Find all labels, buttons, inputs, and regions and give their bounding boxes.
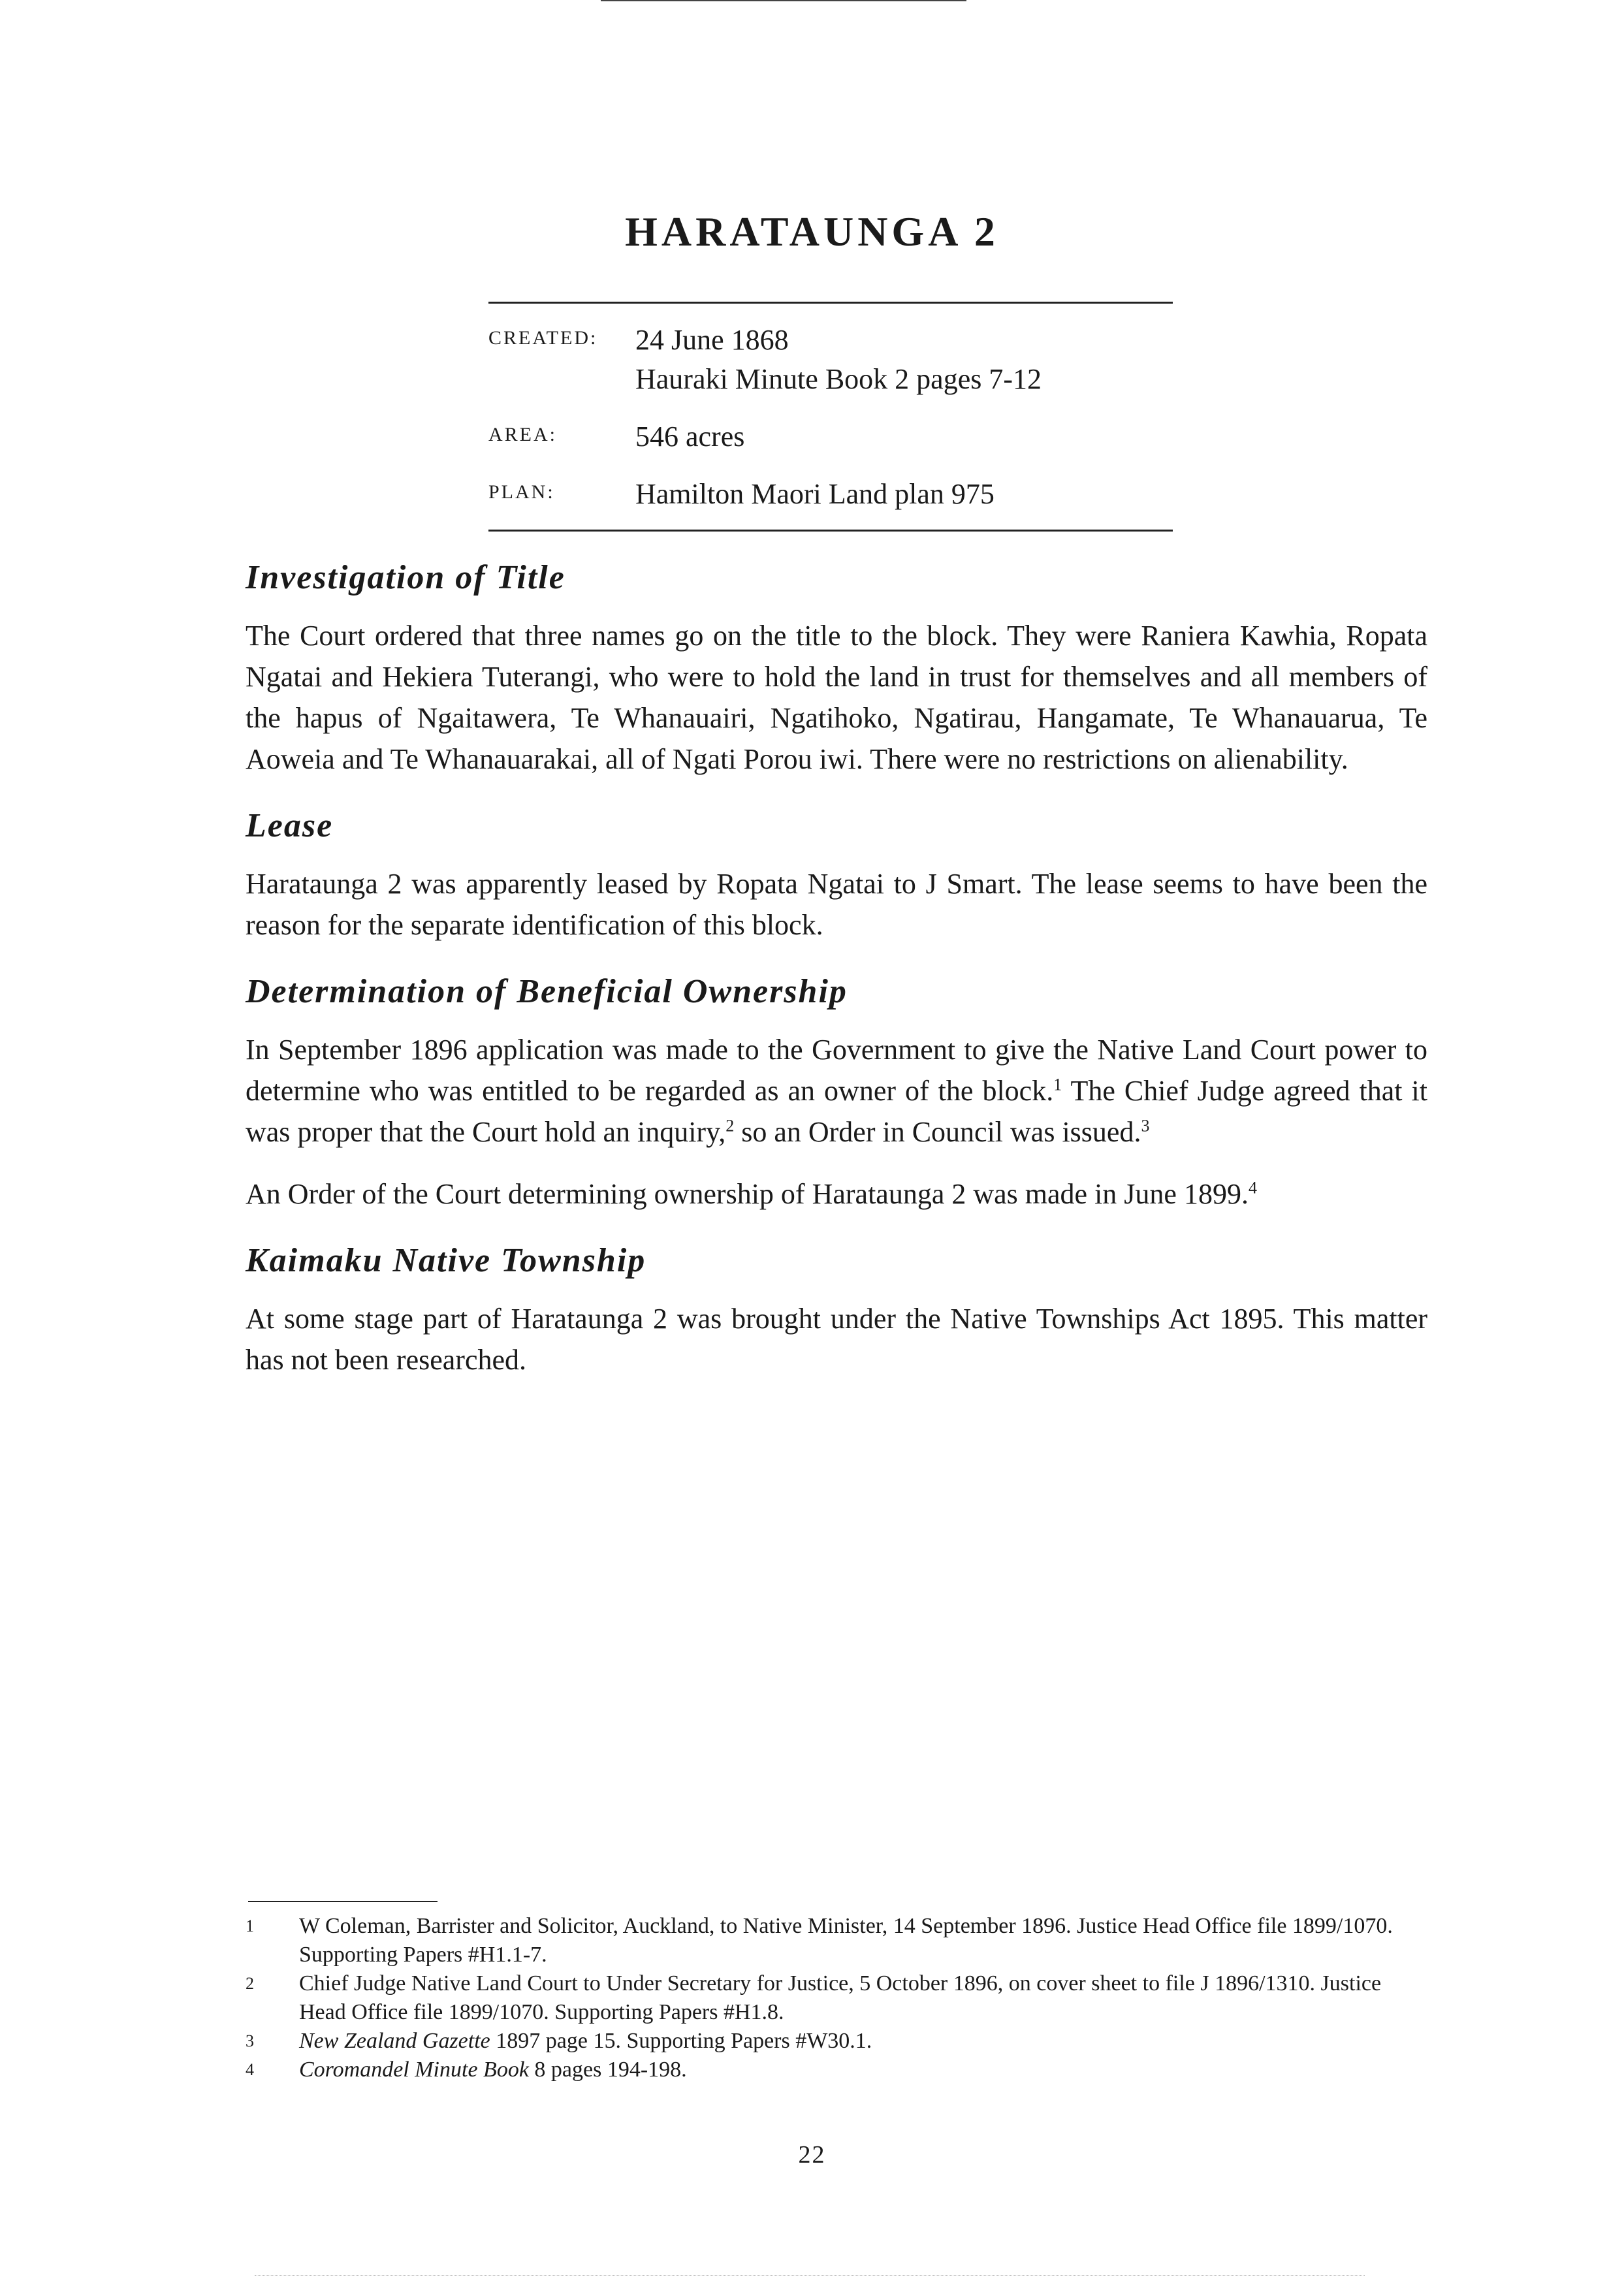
section-township bbox=[246, 1238, 1427, 1380]
area-values bbox=[635, 417, 1173, 456]
created-source: Hauraki Minute Book 2 pages 7-12 bbox=[635, 363, 1042, 395]
paragraph bbox=[246, 1029, 1427, 1153]
paragraph: The Court ordered that three names go on the title to the block. They were Raniera Kawhia, Ropata Ngatai and Hekiera Tuterangi, who were to hold the land in trust for themselves and all members of the hapus of Ngaitawera, Te Whanauairi, Ngatihoko, Ngatirau, Hangamate, Te Whanauarua, Te Aoweia and Te Whanauarakai, all of Ngati Porou iwi. There were no restrictions on alienability. bbox=[246, 620, 1427, 775]
footnote bbox=[246, 1912, 1427, 1969]
top-rule bbox=[601, 0, 966, 1]
publication-title: New Zealand Gazette bbox=[299, 2029, 490, 2053]
section-heading: Kaimaku Native Township bbox=[246, 1242, 646, 1279]
paragraph-text: so an Order in Council was issued. bbox=[734, 1116, 1141, 1148]
publication-title: Coromandel Minute Book bbox=[299, 2058, 529, 2082]
footnote-ref[interactable]: 1 bbox=[1053, 1075, 1062, 1094]
paragraph bbox=[246, 1173, 1427, 1215]
footnote-text bbox=[299, 2056, 1427, 2084]
footnote-ref[interactable]: 4 bbox=[1248, 1178, 1257, 1198]
footnote-number: 3 bbox=[246, 2031, 254, 2050]
paragraph: Harataunga 2 was apparently leased by Ropata Ngatai to J Smart. The lease seems to have been the reason for the separate identification of this block. bbox=[246, 868, 1427, 941]
created-values bbox=[635, 321, 1173, 399]
footnote-text bbox=[299, 2027, 1427, 2056]
footnote-detail: 1897 page 15. Supporting Papers #W30.1. bbox=[490, 2029, 872, 2053]
footnote-number: 4 bbox=[246, 2060, 254, 2079]
section-lease bbox=[246, 803, 1427, 946]
footnote bbox=[246, 1969, 1427, 2027]
footnote-rule bbox=[248, 1901, 438, 1902]
plan-row bbox=[488, 475, 1173, 514]
created-date: 24 June 1868 bbox=[635, 324, 789, 356]
plan-label: PLAN: bbox=[488, 481, 555, 503]
footnote-detail: 8 pages 194-198. bbox=[528, 2058, 687, 2082]
page-title: HARATAUNGA 2 bbox=[625, 208, 999, 255]
section-investigation bbox=[246, 555, 1427, 780]
footnote-text: Chief Judge Native Land Court to Under Secretary for Justice, 5 October 1896, on cover sheet to file J 1896/1310. Justice Head Office file 1899/1070. Supporting Papers #H1.8. bbox=[299, 1971, 1382, 2024]
footnote-number: 2 bbox=[246, 1974, 254, 1993]
created-label: CREATED: bbox=[488, 327, 598, 349]
footnote-ref[interactable]: 3 bbox=[1141, 1116, 1150, 1136]
footnotes bbox=[246, 1912, 1427, 2084]
footnote bbox=[246, 2027, 1427, 2056]
bottom-rule bbox=[255, 2275, 1365, 2276]
footnote-text: W Coleman, Barrister and Solicitor, Auckland, to Native Minister, 14 September 1896. Justice Head Office file 1899/1070. Supporting Papers #H1.1-7. bbox=[299, 1914, 1393, 1967]
section-ownership bbox=[246, 969, 1427, 1215]
footnote-ref[interactable]: 2 bbox=[725, 1116, 735, 1136]
paragraph: At some stage part of Harataunga 2 was brought under the Native Townships Act 1895. This matter has not been researched. bbox=[246, 1303, 1427, 1376]
area-row bbox=[488, 417, 1173, 456]
area-label: AREA: bbox=[488, 424, 557, 445]
footnote bbox=[246, 2056, 1427, 2084]
paragraph-text: The Chief Judge agreed that it was proper that the Court hold an inquiry, bbox=[246, 1075, 1427, 1148]
plan-values bbox=[635, 475, 1173, 514]
main-content bbox=[246, 555, 1427, 1404]
paragraph-text: An Order of the Court determining ownership of Harataunga 2 was made in June 1899. bbox=[246, 1178, 1249, 1210]
area-value: 546 acres bbox=[635, 421, 745, 453]
paragraph-text: In September 1896 application was made to the Government to give the Native Land Court power to determine who was entitled to be regarded as an owner of the block. bbox=[246, 1034, 1427, 1107]
page-number: 22 bbox=[798, 2141, 826, 2169]
section-heading: Determination of Beneficial Ownership bbox=[246, 973, 848, 1010]
plan-value: Hamilton Maori Land plan 975 bbox=[635, 478, 995, 510]
block-details-table bbox=[488, 302, 1173, 532]
section-heading: Lease bbox=[246, 807, 334, 844]
created-row bbox=[488, 321, 1173, 399]
footnote-number: 1 bbox=[246, 1916, 254, 1935]
section-heading: Investigation of Title bbox=[246, 559, 565, 596]
